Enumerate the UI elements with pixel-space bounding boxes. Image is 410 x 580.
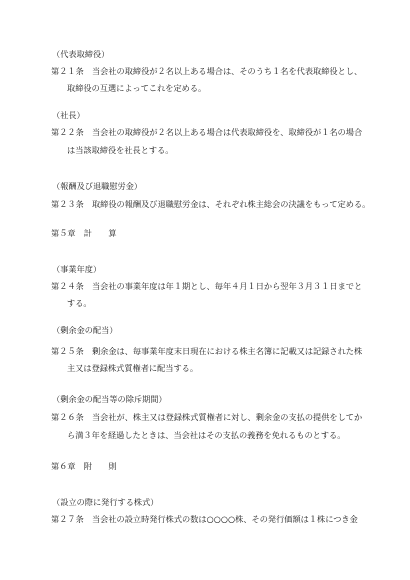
caption-shares-issued: （設立の際に発行する株式）	[52, 497, 159, 507]
article-24-line-2: する。	[67, 298, 92, 308]
caption-president: （社長）	[52, 110, 85, 120]
article-24-line-1: 第２４条 当会社の事業年度は年１期とし、毎年４月１日から翌年３月３１日までと	[51, 281, 363, 291]
caption-dividends: （剰余金の配当）	[52, 325, 118, 335]
caption-exclusion-period: （剰余金の配当等の除斥期間）	[52, 394, 167, 404]
chapter-6-heading: 第６章 附 則	[51, 461, 117, 471]
chapter-5-heading: 第５章 計 算	[51, 228, 117, 238]
article-22-line-1: 第２２条 当会社の取締役が２名以上ある場合は代表取締役を、取締役が１名の場合	[51, 127, 363, 137]
caption-remuneration: （報酬及び退職慰労金）	[52, 181, 143, 191]
article-26-line-1: 第２６条 当会社が、株主又は登録株式質権者に対し、剰余金の支払の提供をしてか	[51, 412, 363, 422]
article-25-line-2: 主又は登録株式質権者に配当する。	[67, 363, 199, 373]
article-21-line-2: 取締役の互選によってこれを定める。	[67, 83, 207, 93]
article-25-line-1: 第２５条 剰余金は、毎事業年度末日現在における株主名簿に記載又は記録された株	[51, 346, 363, 356]
article-21-line-1: 第２１条 当会社の取締役が２名以上ある場合は、そのうち１名を代表取締役とし、	[51, 66, 363, 76]
caption-representative-director: （代表取締役）	[52, 49, 110, 59]
article-27-line-1: 第２７条 当会社の設立時発行株式の数は○○○○株、その発行価額は１株につき金	[51, 514, 358, 524]
article-23-line-1: 第２３条 取締役の報酬及び退職慰労金は、それぞれ株主総会の決議をもって定める。	[51, 199, 371, 209]
article-22-line-2: は当該取締役を社長とする。	[67, 145, 174, 155]
caption-fiscal-year: （事業年度）	[52, 264, 102, 274]
article-26-line-2: ら満３年を経過したときは、当会社はその支払の義務を免れるものとする。	[67, 430, 346, 440]
